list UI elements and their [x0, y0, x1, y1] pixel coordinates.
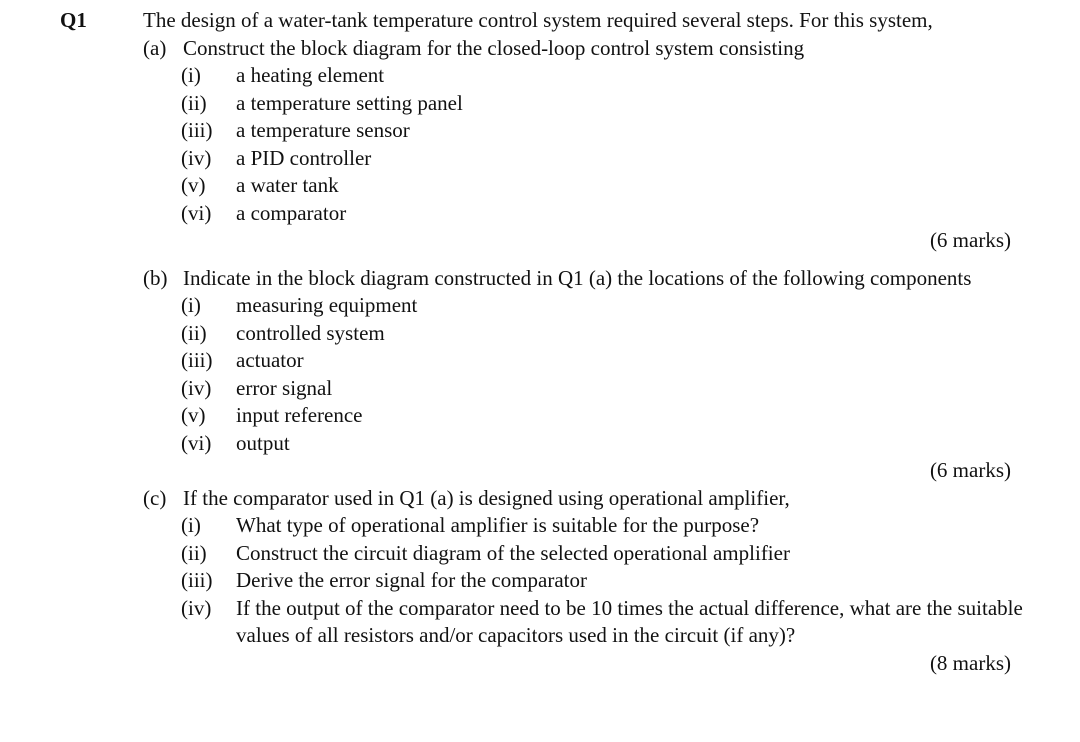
- item-number: (ii): [181, 90, 207, 115]
- part-letter: (c): [143, 485, 167, 510]
- item-number: (iii): [181, 118, 213, 142]
- list-item: [143, 430, 1023, 458]
- item-number: (iii): [181, 348, 213, 372]
- item-number: (vi): [181, 430, 212, 455]
- item-text: controlled system: [236, 320, 385, 345]
- item-text: measuring equipment: [236, 293, 418, 317]
- item-text: a PID controller: [236, 145, 372, 170]
- part-letter: (b): [143, 265, 168, 290]
- part-b: [143, 265, 1023, 485]
- list-item: [143, 90, 1023, 118]
- question-intro: The design of a water-tank temperature control system required several steps. For this system,: [143, 8, 933, 32]
- item-text: actuator: [236, 348, 304, 372]
- item-text: a temperature sensor: [236, 118, 410, 142]
- item-number: (iv): [181, 145, 212, 170]
- item-list: [143, 62, 1023, 227]
- marks-label: (6 marks): [929, 228, 1011, 252]
- item-text: Construct the circuit diagram of the selected operational amplifier: [236, 540, 790, 565]
- marks-label: (8 marks): [929, 650, 1011, 675]
- list-item: [143, 117, 1023, 145]
- item-text: If the output of the comparator need to be 10 times the actual difference, what are the suitable values of all resistors and/or capacitors used in the circuit (if any)?: [236, 595, 1023, 647]
- question-body: [143, 7, 1023, 677]
- part-text: Construct the block diagram for the closed-loop control system consisting: [183, 35, 805, 60]
- item-number: (iii): [181, 568, 213, 592]
- list-item: [143, 540, 1023, 568]
- item-text: input reference: [236, 403, 363, 427]
- list-item: [143, 595, 1023, 650]
- list-item: [143, 402, 1023, 430]
- list-item: [143, 512, 1023, 540]
- item-number: (ii): [181, 540, 207, 565]
- marks-label: (6 marks): [929, 458, 1011, 482]
- item-number: (i): [181, 513, 201, 537]
- part-a-heading: [143, 35, 1023, 63]
- item-list: [143, 512, 1023, 650]
- item-list: [143, 292, 1023, 457]
- list-item: [143, 320, 1023, 348]
- part-letter: (a): [143, 35, 167, 60]
- item-number: (ii): [181, 320, 207, 345]
- spacer: [143, 255, 1023, 265]
- list-item: [143, 145, 1023, 173]
- question-number: Q1: [60, 8, 87, 32]
- item-text: error signal: [236, 375, 333, 400]
- part-c: [143, 485, 1023, 678]
- part-text: If the comparator used in Q1 (a) is designed using operational amplifier,: [183, 485, 790, 510]
- item-text: output: [236, 430, 290, 455]
- list-item: [143, 172, 1023, 200]
- list-item: [143, 292, 1023, 320]
- part-text: Indicate in the block diagram constructed in Q1 (a) the locations of the following components: [183, 265, 972, 290]
- item-number: (v): [181, 173, 206, 197]
- list-item: [143, 62, 1023, 90]
- part-c-heading: [143, 485, 1023, 513]
- item-text: What type of operational amplifier is suitable for the purpose?: [236, 513, 760, 537]
- part-b-heading: [143, 265, 1023, 293]
- list-item: [143, 567, 1023, 595]
- item-number: (vi): [181, 200, 212, 225]
- item-text: a comparator: [236, 200, 347, 225]
- list-item: [143, 347, 1023, 375]
- item-text: a heating element: [236, 63, 385, 87]
- item-number: (i): [181, 63, 201, 87]
- item-number: (iv): [181, 375, 212, 400]
- item-text: a water tank: [236, 173, 339, 197]
- item-number: (i): [181, 293, 201, 317]
- list-item: [143, 375, 1023, 403]
- item-number: (v): [181, 403, 206, 427]
- list-item: [143, 200, 1023, 228]
- item-text: a temperature setting panel: [236, 90, 463, 115]
- part-a: [143, 35, 1023, 255]
- item-text: Derive the error signal for the comparator: [236, 568, 588, 592]
- item-number: (iv): [181, 595, 212, 620]
